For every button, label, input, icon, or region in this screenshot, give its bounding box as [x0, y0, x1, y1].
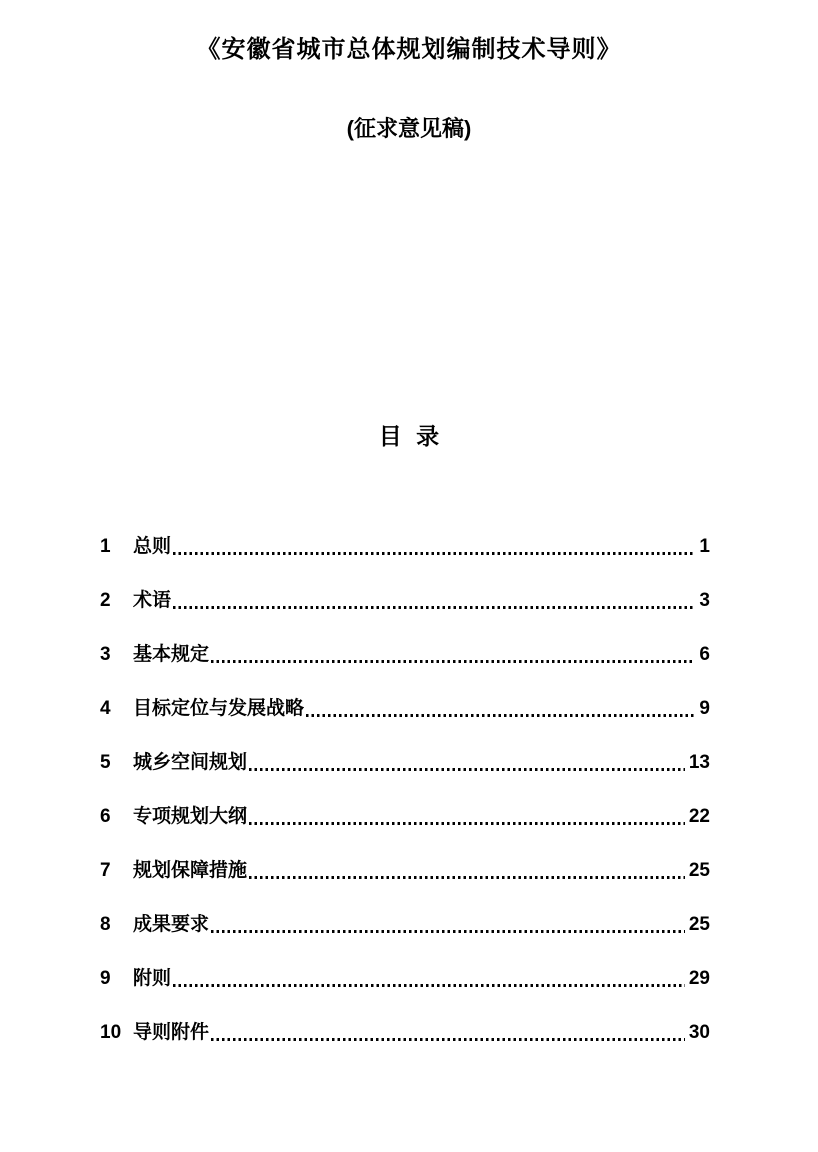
toc-dot-leader: [211, 1038, 685, 1041]
toc-entry-label: 总则: [133, 536, 172, 557]
toc-entry[interactable]: [100, 590, 710, 612]
toc-entry-label: 规划保障措施: [133, 860, 248, 881]
toc-entry-label: 专项规划大纲: [133, 806, 248, 827]
toc-entry-label: 成果要求: [133, 914, 210, 935]
toc-entry-label: 基本规定: [133, 644, 210, 665]
toc-entry-page: 3: [699, 590, 710, 611]
toc-entry[interactable]: [100, 698, 710, 720]
toc-dot-leader: [211, 660, 695, 663]
toc-entry-number: 10: [100, 1022, 122, 1043]
toc-entry-page: 9: [699, 698, 710, 719]
toc-entry[interactable]: [100, 968, 710, 990]
toc-dot-leader: [249, 876, 685, 879]
toc-dot-leader: [249, 822, 685, 825]
toc-entry-number: 7: [100, 860, 111, 881]
toc-entry-page: 29: [688, 968, 710, 989]
toc-entry-number: 1: [100, 536, 111, 557]
toc-dot-leader: [173, 606, 695, 609]
toc-entry-label: 城乡空间规划: [133, 752, 248, 773]
toc-entry-label: 目标定位与发展战略: [133, 698, 305, 719]
toc-entry[interactable]: [100, 860, 710, 882]
toc-entry-page: 25: [688, 914, 710, 935]
toc-entry-page: 22: [688, 806, 710, 827]
document-subtitle: (征求意见稿): [346, 116, 472, 141]
toc-list: [0, 536, 818, 1044]
toc-entry[interactable]: [100, 1022, 710, 1044]
toc-entry-number: 2: [100, 590, 111, 611]
toc-entry-page: 6: [699, 644, 710, 665]
toc-dot-leader: [211, 930, 685, 933]
toc-entry-page: 25: [688, 860, 710, 881]
toc-entry-number: 3: [100, 644, 111, 665]
toc-entry-label: 导则附件: [133, 1022, 210, 1043]
toc-entry-label: 术语: [133, 590, 172, 611]
toc-entry-page: 30: [688, 1022, 710, 1043]
toc-dot-leader: [173, 552, 695, 555]
toc-entry-number: 9: [100, 968, 111, 989]
toc-entry[interactable]: [100, 536, 710, 558]
toc-dot-leader: [306, 714, 695, 717]
toc-dot-leader: [173, 984, 685, 987]
toc-entry[interactable]: [100, 644, 710, 666]
toc-entry-label: 附则: [133, 968, 172, 989]
toc-entry-number: 8: [100, 914, 111, 935]
toc-entry[interactable]: [100, 806, 710, 828]
toc-entry-page: 13: [688, 752, 710, 773]
toc-entry-number: 6: [100, 806, 111, 827]
toc-dot-leader: [249, 768, 685, 771]
toc-entry-number: 5: [100, 752, 111, 773]
toc-heading: 目 录: [378, 423, 440, 449]
toc-entry-number: 4: [100, 698, 111, 719]
toc-entry[interactable]: [100, 752, 710, 774]
toc-entry[interactable]: [100, 914, 710, 936]
toc-entry-page: 1: [699, 536, 710, 557]
document-title: 《安徽省城市总体规划编制技术导则》: [196, 36, 622, 63]
